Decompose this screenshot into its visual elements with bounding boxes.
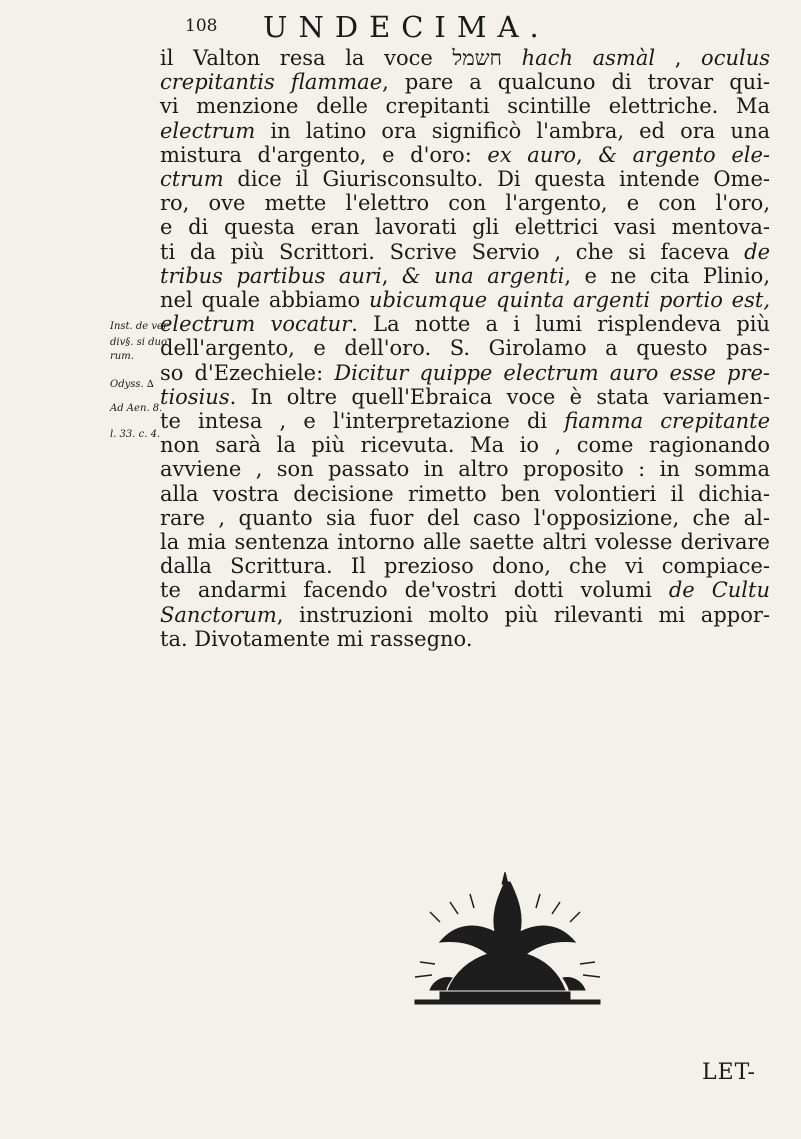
margin-note: l. 33. c. 4. (110, 429, 161, 440)
text-segment: & argento ele- (598, 142, 770, 167)
text-segment: , pare a qualcuno di trovar qui- (382, 70, 770, 95)
text-segment: , (576, 142, 599, 167)
text-segment: fiamma crepitante (564, 409, 770, 434)
text-line (160, 167, 770, 191)
text-segment: il Valton resa la voce (160, 46, 453, 70)
text-segment: dell'argento, e dell'oro. S. Girolamo a questo pas- (160, 336, 770, 361)
margin-note: Ad Aen. 8. (110, 403, 163, 414)
text-line (160, 46, 770, 70)
text-segment: , e ne cita Plinio, (564, 263, 770, 288)
text-segment: ti da più Scrittori. Scrive Servio , che si faceva (160, 239, 745, 264)
text-segment: electrum vocatur (160, 312, 352, 337)
text-segment: & una argenti (401, 263, 565, 288)
text-segment: alla vostra decisione rimetto ben volontieri il dichia- (160, 481, 770, 506)
text-line (160, 94, 770, 118)
text-segment: ro, ove mette l'elettro con l'argento, e con l'oro, (160, 191, 770, 216)
text-segment: tribus partibus auri (160, 263, 382, 288)
text-segment: ubicumque quinta argenti portio est, (368, 288, 771, 313)
text-segment: hach asmàl (521, 46, 656, 70)
text-line (160, 312, 770, 336)
text-line (160, 578, 770, 602)
text-segment: rare , quanto sia fuor del caso l'opposizione, che al- (160, 505, 770, 530)
text-line (160, 409, 770, 433)
text-segment: crepitantis flammae (160, 70, 383, 95)
text-segment: in latino ora significò l'ambra, ed ora una (255, 118, 770, 143)
text-line (160, 482, 770, 506)
text-segment: de Cultu (668, 578, 770, 603)
text-segment: so d'Ezechiele: (160, 360, 335, 385)
text-line (160, 433, 770, 457)
text-line (160, 457, 770, 481)
text-segment: dalla Scrittura. Il prezioso dono, che vi compiace- (160, 554, 770, 579)
text-segment: vi menzione delle crepitanti scintille elettriche. Ma (160, 94, 770, 119)
text-line (160, 603, 770, 627)
catchword: LET- (702, 1060, 756, 1085)
text-segment: ex auro (487, 142, 577, 167)
text-line (160, 143, 770, 167)
margin-note: rum. (110, 351, 134, 362)
text-segment: dice il Giurisconsulto. Di questa intende Ome- (223, 167, 770, 192)
text-segment: de (744, 239, 770, 264)
text-line (160, 191, 770, 215)
text-line (160, 506, 770, 530)
text-segment: te intesa , e l'interpretazione di (160, 409, 565, 434)
text-segment: oculus (701, 46, 770, 70)
text-segment: non sarà la più ricevuta. Ma io , come ragionando (160, 433, 770, 458)
text-segment (502, 46, 522, 70)
page-number: 108 (185, 16, 218, 36)
margin-note: Inst. de ver (110, 321, 168, 332)
text-segment: , instruzioni molto più rilevanti mi appor- (276, 602, 770, 627)
text-line (160, 240, 770, 264)
margin-note: div§. si duo (110, 337, 167, 348)
text-line (160, 119, 770, 143)
text-segment: ta. Divotamente mi rassegno. (160, 626, 473, 651)
text-line (160, 336, 770, 360)
text-segment: Sanctorum (160, 602, 277, 627)
text-segment: avviene , son passato in altro proposito : in somma (160, 457, 770, 482)
text-line (160, 627, 770, 651)
running-head (185, 10, 745, 46)
text-segment: , (655, 46, 702, 70)
text-segment: mistura d'argento, e d'oro: (160, 142, 488, 167)
text-segment: חשמל (452, 46, 502, 70)
woodcut-vignette (400, 872, 615, 1012)
text-segment: . In oltre quell'Ebraica voce è stata variamen- (229, 384, 770, 409)
text-line (160, 215, 770, 239)
text-line (160, 361, 770, 385)
text-segment: tiosius (160, 384, 230, 409)
text-line (160, 264, 770, 288)
text-segment: e di questa eran lavorati gli elettrici vasi mentova- (160, 215, 770, 240)
text-segment: Dicitur quippe electrum auro esse pre- (334, 360, 770, 385)
text-segment: electrum (160, 118, 256, 143)
chapter-title: UNDECIMA. (263, 10, 550, 44)
text-line (160, 288, 770, 312)
margin-note: Odyss. ∆ (110, 379, 154, 390)
text-line (160, 385, 770, 409)
text-segment: . La notte a i lumi risplendeva più (351, 312, 770, 337)
text-line (160, 530, 770, 554)
text-segment: la mia sentenza intorno alle saette altri volesse derivare (160, 530, 770, 555)
text-segment: ctrum (160, 167, 224, 192)
text-segment: nel quale abbiamo (160, 288, 369, 313)
text-segment: te andarmi facendo de'vostri dotti volumi (160, 578, 669, 603)
text-segment: , (381, 263, 402, 288)
text-line (160, 70, 770, 94)
body-text (160, 46, 770, 651)
text-line (160, 554, 770, 578)
